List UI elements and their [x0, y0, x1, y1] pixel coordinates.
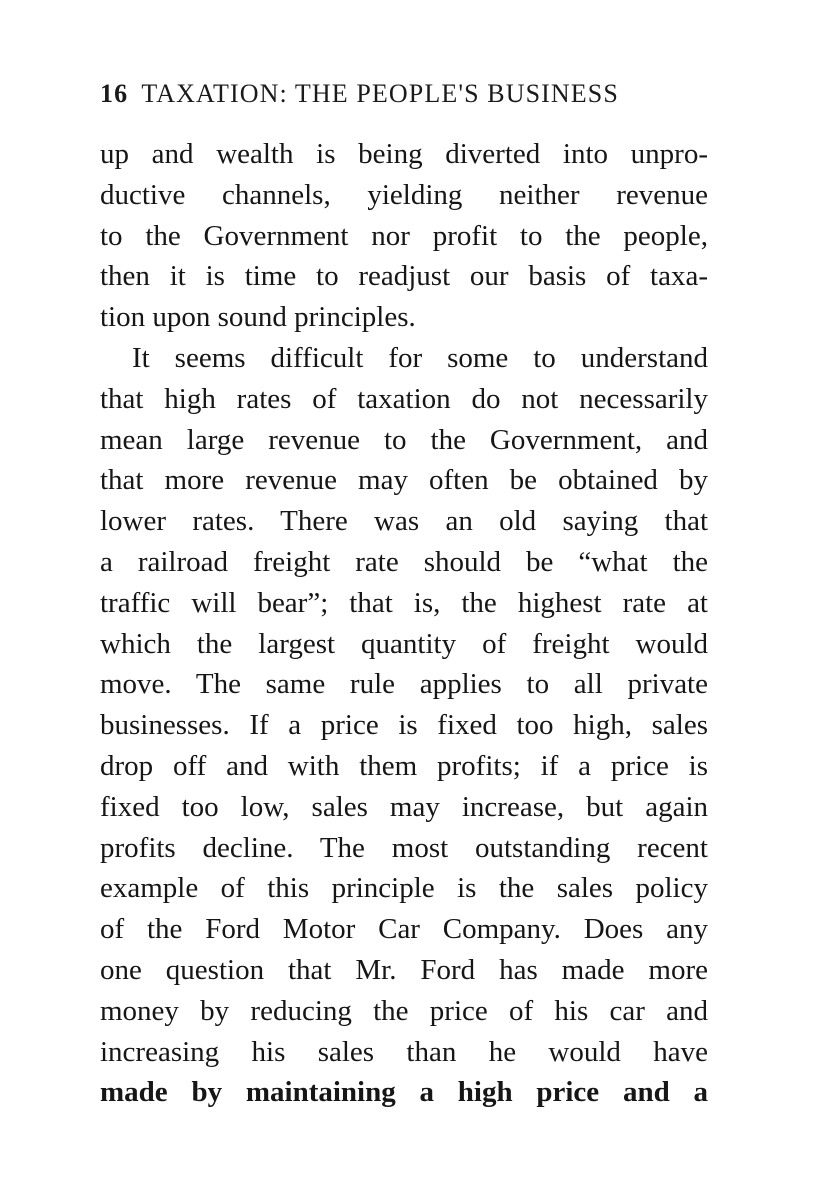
text-line: of the Ford Motor Car Company. Does any: [100, 913, 708, 946]
paragraph-2: [100, 338, 708, 1113]
text-line: lower rates. There was an old saying that: [100, 505, 708, 538]
paragraph-1: [100, 134, 708, 338]
text-line: increasing his sales than he would have: [100, 1035, 708, 1068]
text-line: drop off and with them profits; if a price is: [100, 749, 708, 782]
text-line: tion upon sound principles.: [100, 301, 416, 334]
text-line: that high rates of taxation do not necessarily: [100, 382, 708, 415]
text-line: fixed too low, sales may increase, but again: [100, 790, 708, 823]
text-line: then it is time to readjust our basis of taxa-: [100, 260, 708, 293]
text-line: example of this principle is the sales policy: [100, 872, 708, 905]
text-line: move. The same rule applies to all private: [100, 668, 708, 701]
text-line: businesses. If a price is fixed too high, sales: [100, 709, 708, 742]
page-number: 16: [100, 79, 129, 108]
text-line: to the Government nor profit to the people,: [100, 219, 708, 252]
text-line: which the largest quantity of freight would: [100, 627, 708, 660]
text-line: made by maintaining a high price and a: [100, 1076, 708, 1109]
text-line: profits decline. The most outstanding recent: [100, 831, 708, 864]
text-line: money by reducing the price of his car and: [100, 994, 708, 1027]
body-text: [100, 134, 708, 1113]
text-line: one question that Mr. Ford has made more: [100, 953, 708, 986]
text-line: ductive channels, yielding neither revenue: [100, 178, 708, 211]
running-title: TAXATION: THE PEOPLE'S BUSINESS: [141, 79, 619, 108]
text-line: It seems difficult for some to understand: [132, 341, 708, 374]
text-line: traffic will bear”; that is, the highest rate at: [100, 586, 708, 619]
running-head: [100, 74, 712, 114]
text-line: a railroad freight rate should be “what the: [100, 545, 708, 578]
text-line: up and wealth is being diverted into unpro-: [100, 138, 708, 170]
text-line: that more revenue may often be obtained by: [100, 464, 708, 497]
text-line: mean large revenue to the Government, and: [100, 423, 708, 456]
